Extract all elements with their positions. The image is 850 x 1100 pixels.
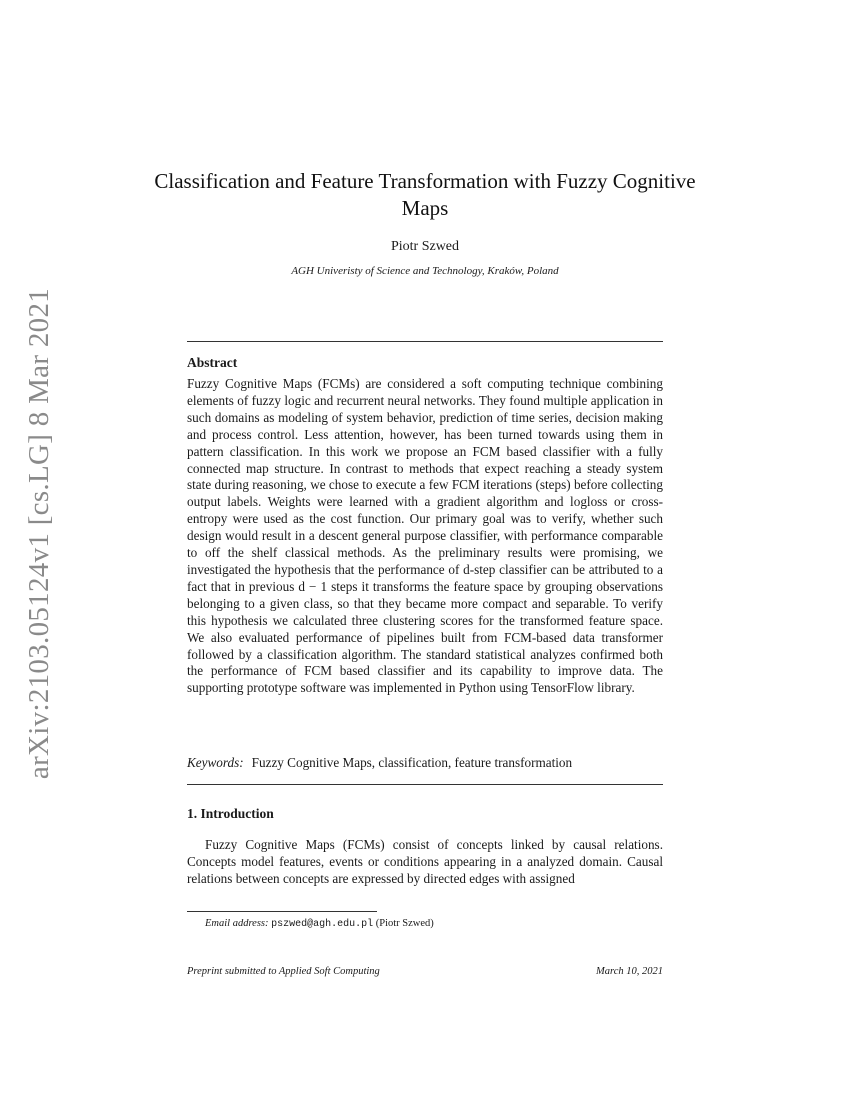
- abstract-heading: Abstract: [187, 355, 238, 370]
- author-name: Piotr Szwed: [390, 239, 460, 254]
- arxiv-stamp: [19, 287, 61, 780]
- arxiv-stamp-text: arXiv:2103.05124v1 [cs.LG] 8 Mar 2021: [23, 287, 56, 780]
- footnote-email[interactable]: pszwed@agh.edu.pl: [271, 919, 374, 930]
- footnote-rule: [187, 911, 377, 912]
- footnote-author: (Piotr Szwed): [375, 918, 434, 929]
- keywords: [187, 754, 663, 771]
- abstract-bottom-rule: [187, 784, 663, 785]
- paper-title: Classification and Feature Transformation with Fuzzy Cognitive Maps: [154, 169, 696, 220]
- author-affiliation: AGH Univeristy of Science and Technology, Kraków, Poland: [291, 265, 559, 277]
- footnote-email-label: Email address:: [205, 918, 269, 929]
- footer-date: March 10, 2021: [596, 966, 663, 977]
- introduction-text: Fuzzy Cognitive Maps (FCMs) consist of concepts linked by causal relations. Concepts model features, events or conditions appearing in a analyzed domain. Causal relations between concepts are expressed by directed edges with assigned: [187, 837, 663, 886]
- keywords-text: Fuzzy Cognitive Maps, classification, feature transformation: [251, 755, 573, 770]
- keywords-label: Keywords:: [187, 755, 244, 770]
- footer-preprint-note: Preprint submitted to Applied Soft Computing: [187, 966, 380, 977]
- section-heading-introduction: 1. Introduction: [187, 806, 274, 821]
- abstract-top-rule: [187, 341, 663, 342]
- abstract-text: Fuzzy Cognitive Maps (FCMs) are considered a soft computing technique combining elements of fuzzy logic and recurrent neural networks. They found multiple application in such domains as modeling of system behavior, prediction of time series, decision making and process control. Less attention, however, has been turned towards using them in pattern classification. In this work we propose an FCM based classifier with a fully connected map structure. In contrast to methods that expect reaching a steady system state during reasoning, we chose to execute a few FCM iterations (steps) before collecting output labels. Weights were learned with a gradient algorithm and logloss or cross-entropy were used as the cost function. Our primary goal was to verify, whether such design would result in a descent general purpose classifier, with performance comparable to off the shelf classical methods. As the preliminary results were promising, we investigated the hypothesis that the performance of d-step classifier can be attributed to a fact that in previous d − 1 steps it transforms the feature space by grouping observations belonging to a given class, so that they became more compact and separable. To verify this hypothesis we calculated three clustering scores for the transformed feature space. We also evaluated performance of pipelines built from FCM-based data transformer followed by a classification algorithm. The standard statistical analyzes confirmed both the performance of FCM based classifier and its capability to improve data. The supporting prototype software was implemented in Python using TensorFlow library.: [187, 376, 663, 696]
- footnote: [205, 917, 434, 931]
